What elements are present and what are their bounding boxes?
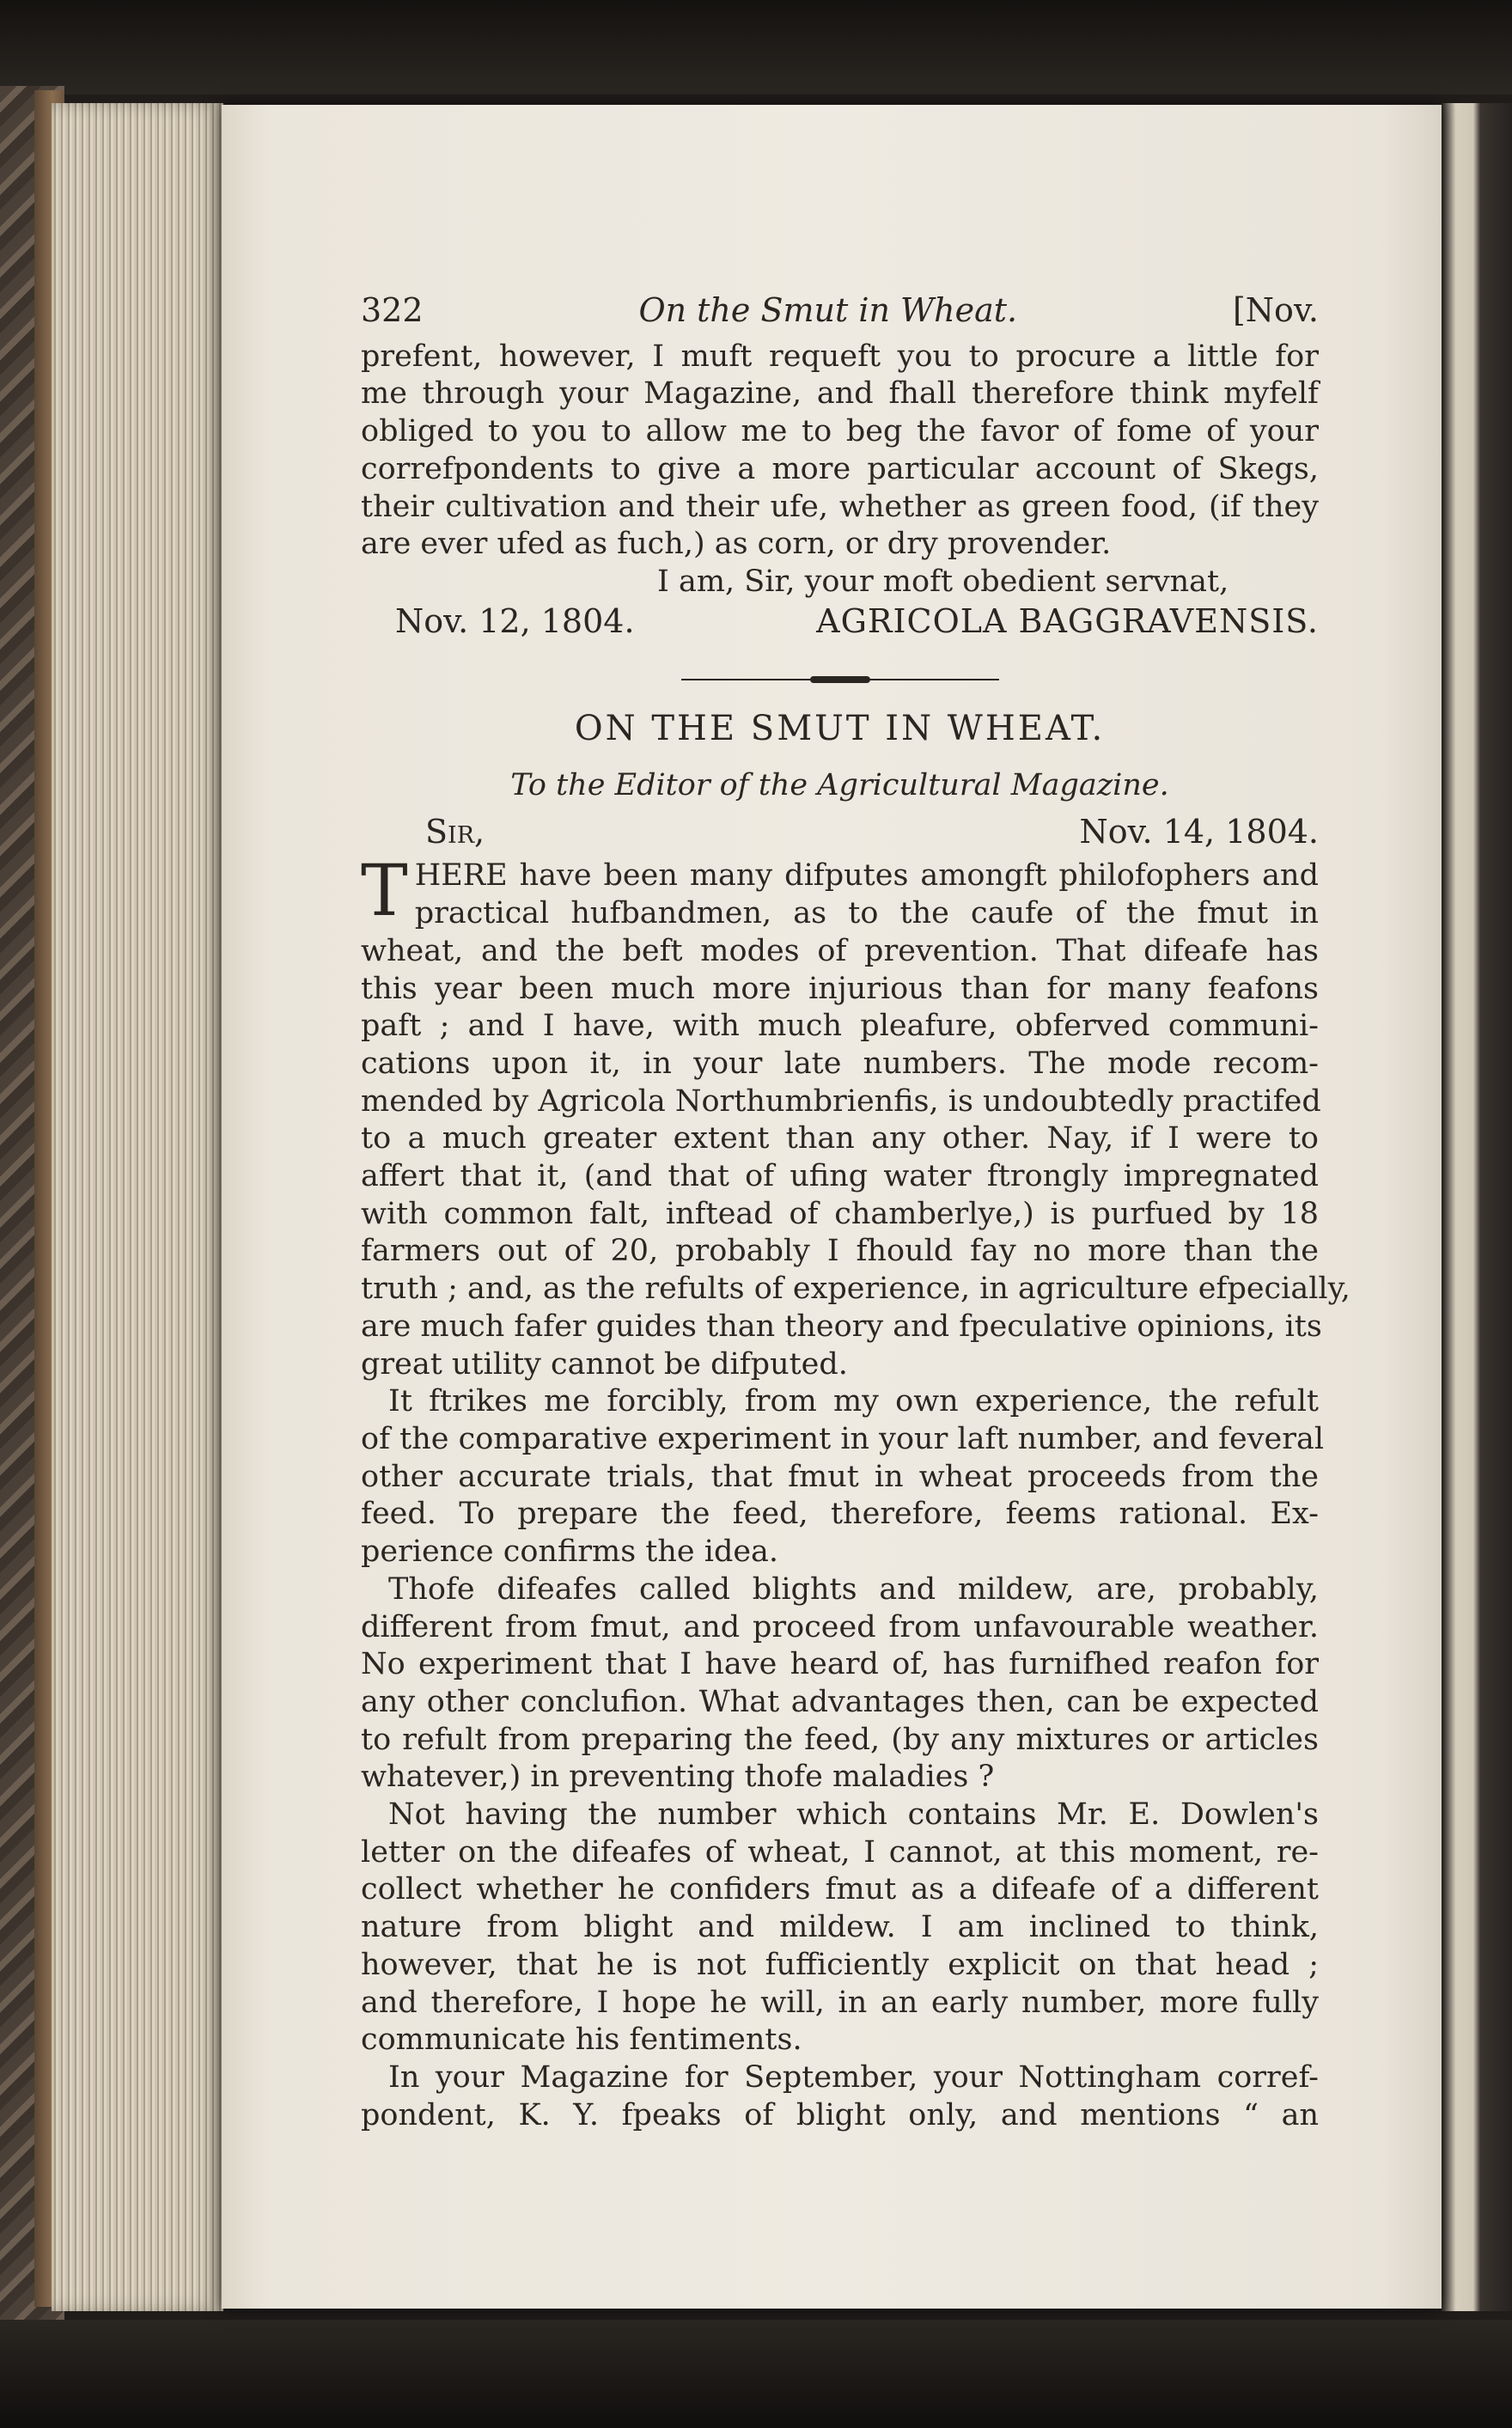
- text-line: different from fmut, and proceed from unfavourable weather.: [361, 1609, 1319, 1644]
- text-line: pondent, K. Y. fpeaks of blight only, and mentions “ an: [361, 2097, 1319, 2132]
- text-line: are ever ufed as fuch,) as corn, or dry provender.: [361, 527, 1112, 562]
- text-line: affert that it, (and that of ufing water ftrongly impregnated: [361, 1159, 1319, 1194]
- section-mark: [Nov.: [1232, 291, 1319, 329]
- text-line: of the comparative experiment in your laft number, and feveral: [361, 1421, 1325, 1456]
- text-line: wheat, and the beft modes of prevention. That difeafe has: [361, 933, 1319, 968]
- paragraph-4: [361, 1797, 1319, 2059]
- text-line: paft ; and I have, with much pleafure, obferved communi-: [361, 1009, 1319, 1044]
- letter-date: Nov. 12, 1804.: [395, 601, 635, 640]
- text-line: prefent, however, I muft requeft you to procure a little for: [361, 339, 1319, 374]
- article-date: Nov. 14, 1804.: [1079, 812, 1319, 851]
- text-line: Not having the number which contains Mr. E. Dowlen's: [388, 1797, 1319, 1833]
- text-line: collect whether he confiders fmut as a difeafe of a different: [361, 1872, 1319, 1907]
- drop-cap: T: [361, 851, 408, 933]
- text-line: No experiment that I have heard of, has furnifhed reafon for: [361, 1647, 1319, 1682]
- salutation-row: [361, 814, 1319, 851]
- text-line: and therefore, I hope he will, in an early number, more fully: [361, 1985, 1319, 2020]
- background-bottom: [0, 2320, 1512, 2428]
- text-line: whatever,) in preventing thofe maladies ?: [361, 1760, 995, 1795]
- letter-closing: I am, Sir, your moft obedient servnat,: [657, 564, 1229, 599]
- text-line: practical hufbandmen, as to the caufe of the fmut in: [414, 896, 1319, 931]
- text-line: however, that he is not fufficiently explicit on that head ;: [361, 1947, 1319, 1982]
- text-line: nature from blight and mildew. I am inclined to think,: [361, 1910, 1319, 1945]
- paragraph-2: [361, 1383, 1325, 1571]
- text-line: communicate his fentiments.: [361, 2022, 802, 2058]
- page-text: [361, 291, 1350, 2134]
- text-line: their cultivation and their ufe, whether as green food, (if they: [361, 489, 1319, 524]
- section-divider: [361, 674, 1319, 685]
- letter-signature: AGRICOLA BAGGRAVENSIS.: [816, 601, 1319, 640]
- text-line: cations upon it, in your late numbers. The mode recom-: [361, 1046, 1319, 1081]
- signature-row: [361, 603, 1319, 641]
- running-header: [361, 292, 1319, 330]
- text-line: to a much greater extent than any other. Nay, if I were to: [361, 1121, 1319, 1156]
- ornament-rule: [681, 674, 999, 685]
- text-line: with common falt, inftead of chamberlye,) is purfued by 18: [361, 1196, 1319, 1231]
- paragraph-5: [361, 2059, 1319, 2134]
- text-line: mended by Agricola Northumbrienfis, is undoubtedly practifed: [361, 1083, 1321, 1119]
- text-line: truth ; and, as the refults of experience, in agriculture efpecially,: [361, 1272, 1350, 1307]
- text-line: other accurate trials, that fmut in wheat proceeds from the: [361, 1459, 1319, 1494]
- page-stack-edges: [52, 103, 223, 2311]
- text-line: farmers out of 20, probably I fhould fay no more than the: [361, 1234, 1319, 1269]
- running-title: On the Smut in Wheat.: [638, 291, 1018, 329]
- salutation: Sir,: [425, 812, 485, 851]
- text-line: obliged to you to allow me to beg the favor of fome of your: [361, 414, 1319, 449]
- text-line: perience confirms the idea.: [361, 1534, 779, 1570]
- paragraph-3: [361, 1571, 1319, 1797]
- article-subtitle: To the Editor of the Agricultural Magazine.: [510, 768, 1169, 803]
- text-line: It ftrikes me forcibly, from my own experience, the refult: [388, 1384, 1319, 1419]
- text-line: great utility cannot be difputed.: [361, 1346, 848, 1382]
- text-line: feed. To prepare the feed, therefore, feems rational. Ex-: [361, 1497, 1319, 1532]
- letter-continuation: [361, 339, 1319, 641]
- text-line: this year been much more injurious than for many feafons: [361, 971, 1319, 1006]
- text-line: to refult from preparing the feed, (by any mixtures or articles: [361, 1722, 1319, 1757]
- text-line: HERE have been many difputes amongft philofophers and: [414, 858, 1319, 894]
- article-title: ON THE SMUT IN WHEAT.: [574, 709, 1106, 749]
- text-line: are much fafer guides than theory and fpeculative opinions, its: [361, 1309, 1322, 1344]
- page-number: 322: [361, 291, 424, 329]
- paragraph-1: [361, 851, 1350, 1383]
- text-line: Thofe difeafes called blights and mildew, are, probably,: [388, 1571, 1319, 1607]
- text-line: any other conclufion. What advantages then, can be expected: [361, 1684, 1319, 1719]
- text-line: me through your Magazine, and fhall therefore think myfelf: [361, 376, 1319, 412]
- text-line: In your Magazine for September, your Nottingham corref-: [388, 2059, 1319, 2095]
- facing-page-edge: [1442, 103, 1512, 2311]
- text-line: correfpondents to give a more particular account of Skegs,: [361, 451, 1319, 486]
- text-line: letter on the difeafes of wheat, I cannot, at this moment, re-: [361, 1834, 1319, 1870]
- background-top: [0, 0, 1512, 95]
